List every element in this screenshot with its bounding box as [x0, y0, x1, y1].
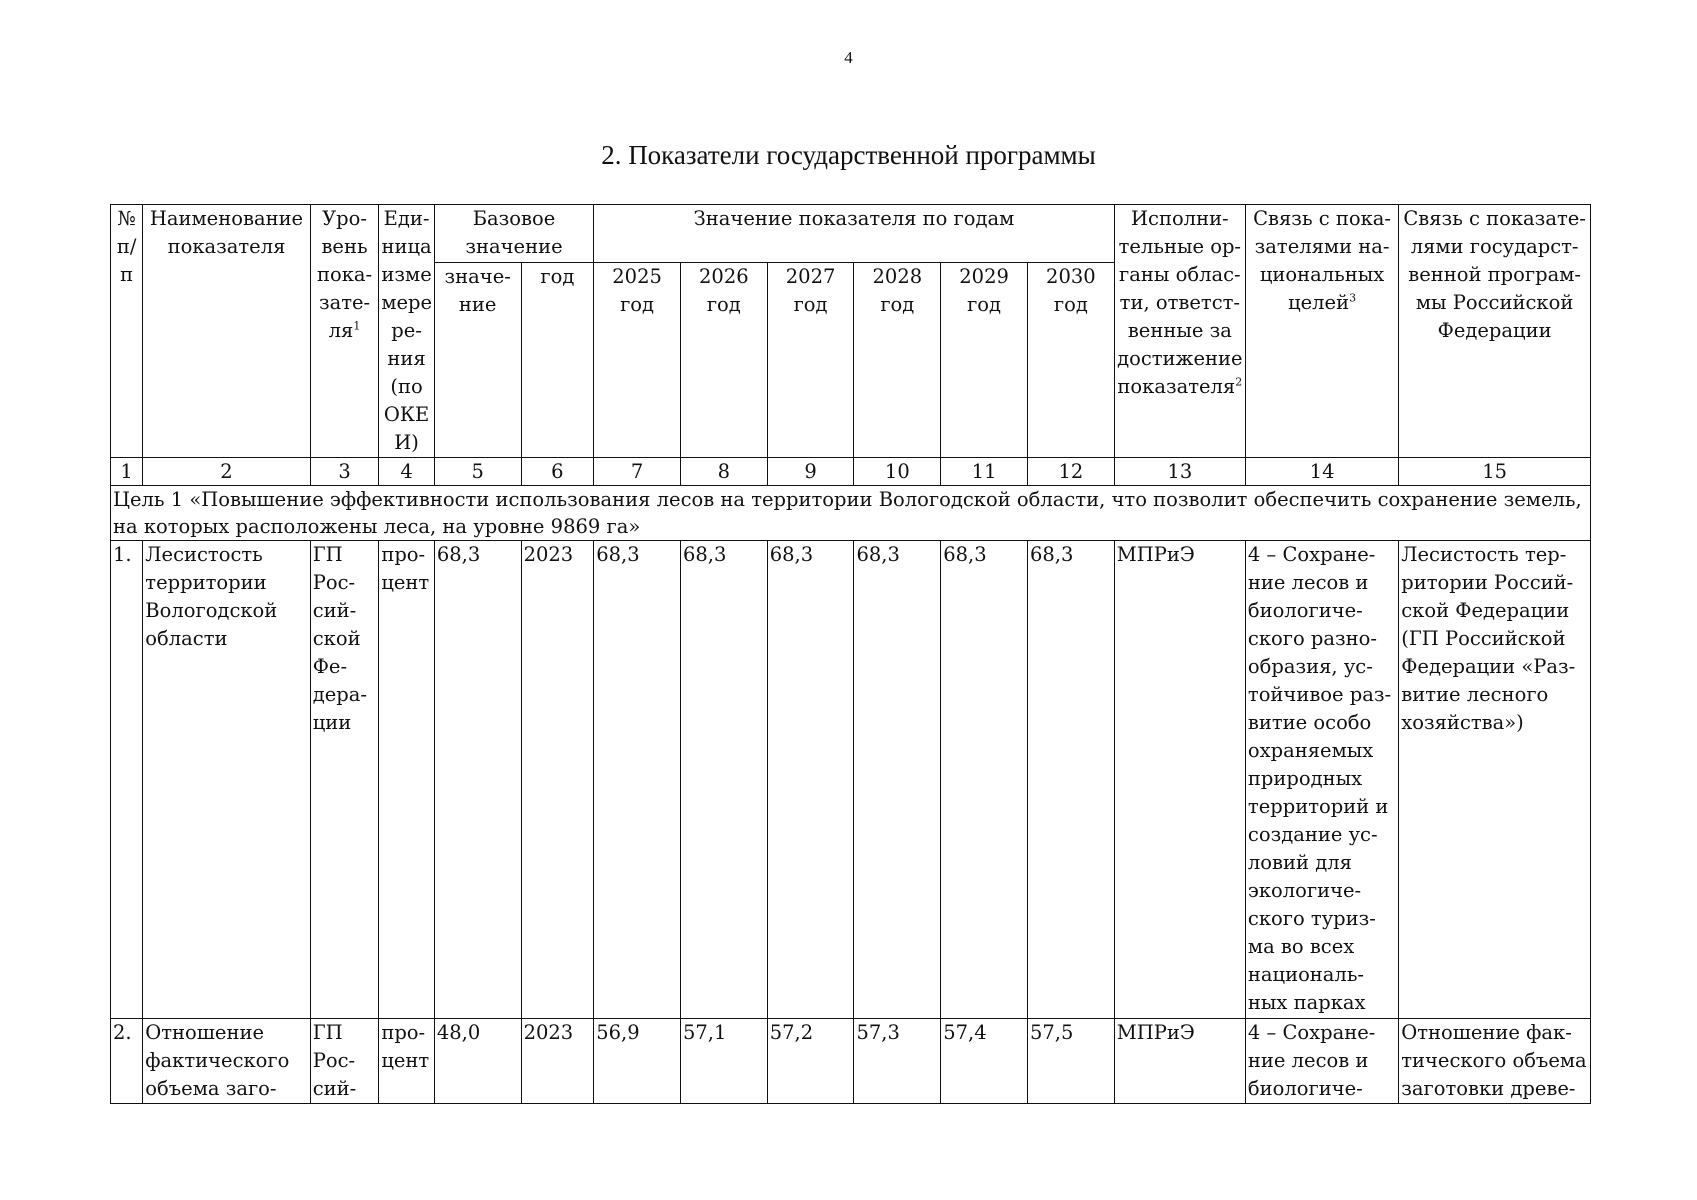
cell-line: значе- — [444, 264, 511, 288]
cell-line: Связь с пока- — [1253, 207, 1392, 230]
cell-line: ных парках — [1247, 991, 1366, 1014]
value-2026: 68,3 — [680, 541, 767, 1019]
cell-line: 4 – Сохране- — [1247, 543, 1376, 566]
cell-line: показателя — [167, 235, 286, 258]
base-year: 2023 — [521, 1019, 594, 1104]
cell-line: ской — [312, 627, 361, 650]
cell-line: витие особо — [1247, 711, 1372, 734]
cell-line: целей$^3$ — [1288, 291, 1357, 314]
value-2026: 57,1 — [680, 1019, 767, 1104]
col-number: 12 — [1027, 458, 1114, 486]
header-col-base-value — [434, 262, 521, 457]
cell-line: Отношение — [145, 1021, 264, 1044]
cell-line: на которых расположены леса, на уровне 9869 га» — [113, 515, 641, 538]
col-number: 1 — [111, 458, 143, 486]
cell-line: ской Федерации — [1401, 599, 1570, 622]
cell-line: витие лесного — [1401, 683, 1549, 706]
col-number: 11 — [941, 458, 1028, 486]
cell-line: вень — [321, 235, 368, 258]
cell-line: год — [1053, 292, 1088, 316]
cell-line: 2027 — [785, 264, 836, 288]
goal-row — [111, 486, 1591, 541]
header-year-2026 — [680, 262, 767, 457]
col-number: 4 — [379, 458, 434, 486]
cell-line: Лесистость — [145, 543, 263, 566]
indicator-unit — [379, 1019, 434, 1104]
cell-line: территории — [145, 571, 267, 594]
cell-line: Связь с показате- — [1403, 207, 1586, 230]
cell-line: Рос- — [312, 571, 356, 594]
value-2028: 68,3 — [854, 541, 941, 1019]
cell-line: зателями на- — [1254, 235, 1390, 258]
cell-line: Лесистость тер- — [1401, 543, 1567, 566]
cell-line: ского разно- — [1247, 627, 1377, 650]
header-col-values-title: Значение показателя по годам — [594, 205, 1115, 263]
cell-line: Вологодской — [145, 599, 278, 622]
col-number: 6 — [521, 458, 594, 486]
cell-line: мы Российской — [1415, 291, 1574, 314]
cell-line: венной програм- — [1408, 263, 1581, 286]
executor: МПРиЭ — [1114, 541, 1245, 1019]
cell-line: И) — [394, 431, 419, 454]
cell-line: (по — [390, 375, 423, 398]
national-goal-link — [1245, 1019, 1398, 1104]
cell-line: Федерации — [1437, 319, 1552, 342]
cell-line: охраняемых — [1247, 739, 1374, 762]
value-2027: 68,3 — [767, 541, 854, 1019]
cell-line: ти, ответст- — [1119, 291, 1240, 314]
cell-line: про- — [381, 1021, 426, 1044]
cell-line: ритории Россий- — [1401, 571, 1574, 594]
executor: МПРиЭ — [1114, 1019, 1245, 1104]
cell-line: сий- — [312, 599, 357, 622]
header-col-base — [434, 205, 593, 263]
cell-line: биологиче- — [1247, 1077, 1363, 1100]
value-2025: 56,9 — [594, 1019, 681, 1104]
cell-line: ловий для — [1247, 851, 1352, 874]
cell-line: Исполни- — [1131, 207, 1229, 230]
cell-line: циональных — [1259, 263, 1385, 286]
cell-line: Еди- — [383, 207, 430, 230]
cell-line: про- — [381, 543, 426, 566]
cell-line: год — [620, 292, 655, 316]
base-value: 48,0 — [434, 1019, 521, 1104]
cell-line: Отношение фак- — [1401, 1021, 1572, 1044]
table-row — [111, 1019, 1591, 1104]
cell-line: значение — [465, 235, 563, 258]
cell-line: области — [145, 627, 228, 650]
cell-line: венные за — [1127, 319, 1232, 342]
cell-line: биологиче- — [1247, 599, 1363, 622]
value-2029: 57,4 — [941, 1019, 1028, 1104]
footnote-mark: 3 — [1349, 291, 1357, 305]
cell-line: территорий и — [1247, 795, 1389, 818]
value-2028: 57,3 — [854, 1019, 941, 1104]
header-col-name — [143, 205, 310, 458]
cell-line: ние — [458, 292, 497, 316]
cell-line: год — [793, 292, 828, 316]
cell-line: 2029 — [959, 264, 1009, 288]
footnote-mark: 2 — [1235, 375, 1243, 389]
rf-program-link — [1399, 1019, 1591, 1104]
cell-line: лями государст- — [1410, 235, 1579, 258]
cell-line: $ля^1$ — [328, 319, 361, 342]
col-number: 9 — [767, 458, 854, 486]
indicator-name — [143, 541, 310, 1019]
cell-line: тического объема — [1401, 1049, 1587, 1072]
cell-line: Федерации «Раз- — [1401, 655, 1576, 678]
cell-line: ние лесов и — [1247, 1049, 1369, 1072]
cell-line: ница — [381, 235, 432, 258]
cell-line: цент — [381, 571, 430, 594]
value-2030: 68,3 — [1027, 541, 1114, 1019]
cell-line: изме — [381, 263, 432, 286]
cell-line: год — [967, 292, 1002, 316]
indicator-level — [310, 1019, 379, 1104]
cell-line: заготовки древе- — [1401, 1077, 1576, 1100]
header-col-unit — [379, 205, 434, 458]
cell-line: фактического — [145, 1049, 290, 1072]
header-col-natgoals — [1245, 205, 1398, 458]
cell-line: ния — [387, 347, 426, 370]
table-row — [111, 541, 1591, 1019]
cell-line: 2028 — [872, 264, 923, 288]
cell-line: Уро- — [322, 207, 367, 230]
row-number: 2. — [111, 1019, 143, 1104]
cell-line: дера- — [312, 683, 367, 706]
value-2027: 57,2 — [767, 1019, 854, 1104]
header-year-2025 — [594, 262, 681, 457]
cell-line: п/п — [116, 235, 137, 286]
cell-line: тельные ор- — [1118, 235, 1242, 258]
header-col-no — [111, 205, 143, 458]
cell-line: ОКЕ — [383, 403, 430, 426]
col-number: 3 — [310, 458, 379, 486]
cell-line: ре- — [391, 319, 422, 342]
indicators-table — [110, 204, 1591, 1104]
indicator-unit — [379, 541, 434, 1019]
value-2030: 57,5 — [1027, 1019, 1114, 1104]
footnote-mark: 1 — [353, 319, 361, 333]
cell-line: 2025 — [612, 264, 662, 288]
value-2025: 68,3 — [594, 541, 681, 1019]
cell-line: 2026 — [699, 264, 749, 288]
base-value: 68,3 — [434, 541, 521, 1019]
header-year-2028 — [854, 262, 941, 457]
cell-line: год — [880, 292, 915, 316]
goal-text — [111, 486, 1591, 541]
indicator-level — [310, 541, 379, 1019]
cell-line: достижение — [1117, 347, 1243, 370]
cell-line: зате- — [318, 291, 371, 314]
cell-line: природных — [1247, 767, 1363, 790]
cell-line: Рос- — [312, 1049, 356, 1072]
header-col-base-year: год — [521, 262, 594, 457]
header-col-level — [310, 205, 379, 458]
page-number: 4 — [844, 48, 853, 67]
header-year-2030 — [1027, 262, 1114, 457]
col-number: 10 — [854, 458, 941, 486]
header-year-2029 — [941, 262, 1028, 457]
col-number: 5 — [434, 458, 521, 486]
cell-line: создание ус- — [1247, 823, 1378, 846]
col-number: 8 — [680, 458, 767, 486]
rf-program-link — [1399, 541, 1591, 1019]
cell-line: Базовое — [472, 207, 556, 230]
col-number: 14 — [1245, 458, 1398, 486]
cell-line: мере — [381, 291, 433, 314]
cell-line: объема заго- — [145, 1077, 277, 1100]
cell-line: пока- — [316, 263, 373, 286]
cell-line: 4 – Сохране- — [1247, 1021, 1376, 1044]
value-2029: 68,3 — [941, 541, 1028, 1019]
cell-line: националь- — [1247, 963, 1365, 986]
cell-line: ГП — [312, 1021, 343, 1044]
cell-line: тойчивое раз- — [1247, 683, 1392, 706]
cell-line: цент — [381, 1049, 430, 1072]
base-year: 2023 — [521, 541, 594, 1019]
cell-line: хозяйства») — [1401, 711, 1524, 734]
cell-line: 2030 — [1046, 264, 1096, 288]
cell-line: ние лесов и — [1247, 571, 1369, 594]
cell-line: (ГП Российской — [1401, 627, 1566, 650]
cell-line: Наименование — [149, 207, 304, 230]
header-col-rfprog — [1399, 205, 1591, 458]
cell-line: Цель 1 «Повышение эффективности использования лесов на территории Вологодской области, что позволит обеспечить сохранение земель, — [113, 488, 1582, 511]
cell-line: ции — [312, 711, 352, 734]
header-year-2027 — [767, 262, 854, 457]
cell-line: год — [706, 292, 741, 316]
col-number: 2 — [143, 458, 310, 486]
header-row-1 — [111, 205, 1591, 263]
col-number: 15 — [1399, 458, 1591, 486]
cell-line: ского туриз- — [1247, 907, 1376, 930]
header-col-exec — [1114, 205, 1245, 458]
cell-line: образия, ус- — [1247, 655, 1373, 678]
cell-line: № — [117, 207, 136, 230]
cell-line: сий- — [312, 1077, 357, 1100]
col-number: 7 — [594, 458, 681, 486]
cell-line: экологиче- — [1247, 879, 1362, 902]
cell-line: ГП — [312, 543, 343, 566]
cell-line: Фе- — [312, 655, 348, 678]
col-number: 13 — [1114, 458, 1245, 486]
column-numbers-row — [111, 458, 1591, 486]
row-number: 1. — [111, 541, 143, 1019]
cell-line: ма во всех — [1247, 935, 1355, 958]
cell-line: ганы облас- — [1119, 263, 1241, 286]
national-goal-link — [1245, 541, 1398, 1019]
section-title: 2. Показатели государственной программы — [601, 140, 1096, 170]
indicator-name — [143, 1019, 310, 1104]
cell-line: показателя$^2$ — [1117, 375, 1243, 398]
